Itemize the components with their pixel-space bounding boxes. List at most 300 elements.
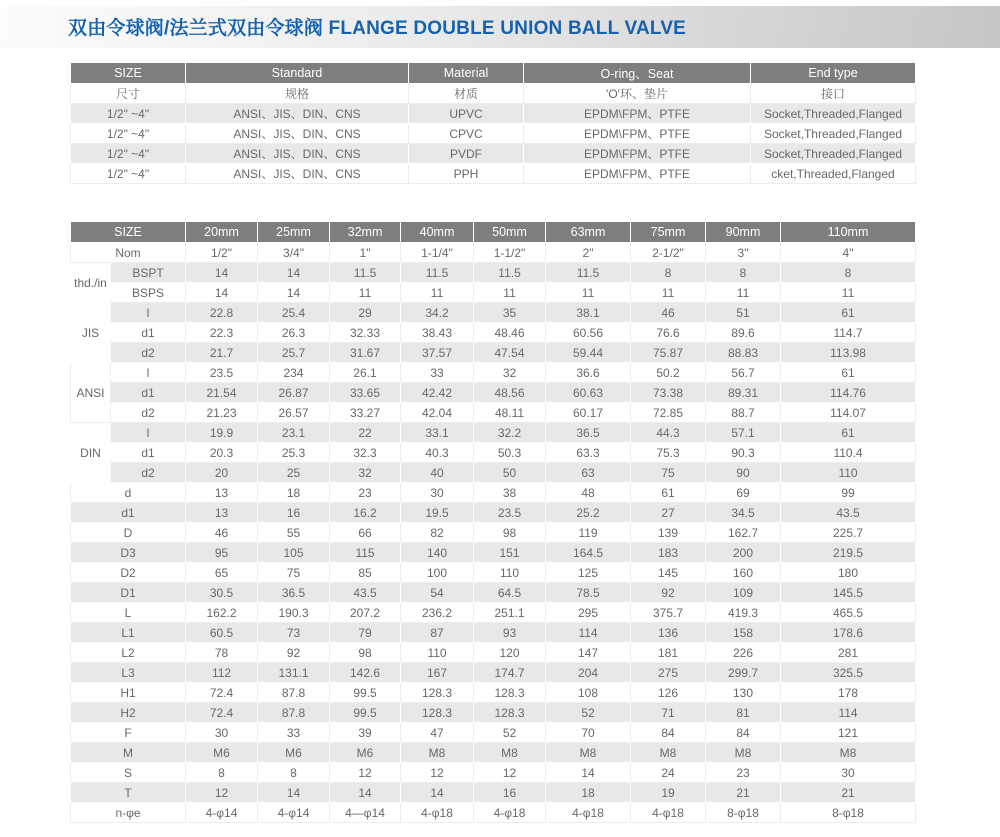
dim-header-row (71, 222, 916, 243)
dim-cell: 11 (330, 283, 401, 303)
dim-cell: 2" (546, 243, 631, 263)
dim-cell: 21 (706, 783, 781, 803)
dim-row-label: Nom (71, 243, 186, 263)
dim-cell: 36.5 (258, 583, 330, 603)
dim-cell: 465.5 (781, 603, 916, 623)
dim-row-label: S (71, 763, 186, 783)
dim-cell: 84 (631, 723, 706, 743)
dim-data-row (71, 643, 916, 663)
dim-cell: 167 (401, 663, 474, 683)
dim-cell: 63 (546, 463, 631, 483)
dim-cell: 50.2 (631, 363, 706, 383)
dim-cell: 12 (330, 763, 401, 783)
spec-cell: 1/2" ~4" (71, 164, 186, 184)
dim-cell: 11 (631, 283, 706, 303)
dim-cell: 61 (781, 303, 916, 323)
dim-cell: 29 (330, 303, 401, 323)
dim-cell: 14 (186, 283, 258, 303)
dim-cell: 1" (330, 243, 401, 263)
dim-cell: 71 (631, 703, 706, 723)
dim-cell: 114.76 (781, 383, 916, 403)
dim-cell: 33 (401, 363, 474, 383)
dim-cell: 26.57 (258, 403, 330, 423)
dim-cell: 119 (546, 523, 631, 543)
dim-cell: M8 (401, 743, 474, 763)
dim-cell: 162.2 (186, 603, 258, 623)
dim-cell: 128.3 (401, 683, 474, 703)
dim-cell: 114.7 (781, 323, 916, 343)
dim-cell: 11 (706, 283, 781, 303)
dim-cell: 164.5 (546, 543, 631, 563)
dim-row-label: BSPT (111, 263, 186, 283)
dim-cell: M8 (474, 743, 546, 763)
spec-header-row (71, 63, 916, 84)
dim-cell: 43.5 (330, 583, 401, 603)
dim-data-row (71, 583, 916, 603)
dim-cell: 60.5 (186, 623, 258, 643)
dim-cell: 419.3 (706, 603, 781, 623)
dim-cell: 25.2 (546, 503, 631, 523)
dim-cell: 40 (401, 463, 474, 483)
dim-cell: 34.5 (706, 503, 781, 523)
dim-cell: 50 (474, 463, 546, 483)
dim-cell: 38.43 (401, 323, 474, 343)
dim-row-label: M (71, 743, 186, 763)
dim-cell: 100 (401, 563, 474, 583)
dim-cell: 37.57 (401, 343, 474, 363)
dim-cell: 11 (474, 283, 546, 303)
dim-row-label: H1 (71, 683, 186, 703)
spec-data-row (71, 164, 916, 184)
dim-cell: 30 (401, 483, 474, 503)
spec-cell: UPVC (409, 104, 524, 124)
dim-cell: 18 (258, 483, 330, 503)
dim-cell: 110.4 (781, 443, 916, 463)
spec-column-header: End type (751, 63, 916, 84)
dim-data-row (71, 683, 916, 703)
dim-data-row (71, 523, 916, 543)
dim-cell: 55 (258, 523, 330, 543)
dim-cell: 207.2 (330, 603, 401, 623)
dim-cell: 128.3 (401, 703, 474, 723)
dim-data-row (71, 403, 916, 423)
dim-cell: 38 (474, 483, 546, 503)
dim-cell: 82 (401, 523, 474, 543)
dim-data-row (71, 703, 916, 723)
dim-cell: 12 (186, 783, 258, 803)
dim-cell: 32 (330, 463, 401, 483)
dim-cell: 13 (186, 483, 258, 503)
spec-cell: EPDM\FPM、PTFE (524, 124, 751, 144)
dim-cell: 113.98 (781, 343, 916, 363)
dim-cell: 99.5 (330, 703, 401, 723)
dim-cell: 27 (631, 503, 706, 523)
dim-cell: 72.4 (186, 683, 258, 703)
dim-cell: 234 (258, 363, 330, 383)
dim-cell: 174.7 (474, 663, 546, 683)
dim-cell: 180 (781, 563, 916, 583)
dim-data-row (71, 663, 916, 683)
spec-data-row (71, 104, 916, 124)
dim-cell: 64.5 (474, 583, 546, 603)
dim-data-row (71, 803, 916, 823)
dim-size-header: 90mm (706, 222, 781, 243)
dim-row-label: H2 (71, 703, 186, 723)
dim-size-header: 110mm (781, 222, 916, 243)
dim-cell: 1/2" (186, 243, 258, 263)
dim-cell: 87 (401, 623, 474, 643)
dim-cell: 99 (781, 483, 916, 503)
dim-cell: 79 (330, 623, 401, 643)
dim-cell: 52 (546, 703, 631, 723)
dim-row-label: d1 (111, 383, 186, 403)
dim-data-row (71, 303, 916, 323)
dim-data-row (71, 543, 916, 563)
spec-column-header: Material (409, 63, 524, 84)
dim-row-label: l (111, 423, 186, 443)
dim-data-row (71, 283, 916, 303)
dim-cell: 75 (258, 563, 330, 583)
dim-cell: 11.5 (330, 263, 401, 283)
dim-cell: 98 (330, 643, 401, 663)
dim-row-label: d2 (111, 403, 186, 423)
dim-cell: 16 (258, 503, 330, 523)
dim-cell: 76.6 (631, 323, 706, 343)
dim-cell: 26.87 (258, 383, 330, 403)
spec-cell: 1/2" ~4" (71, 144, 186, 164)
dimension-table (70, 221, 916, 823)
dim-size-header: 75mm (631, 222, 706, 243)
dim-group-label: ANSI (71, 363, 111, 423)
dim-cell: 4-φ14 (186, 803, 258, 823)
dim-cell: 48.56 (474, 383, 546, 403)
dim-cell: 33 (258, 723, 330, 743)
dim-row-label: n-φe (71, 803, 186, 823)
dim-cell: 295 (546, 603, 631, 623)
dim-data-row (71, 483, 916, 503)
dim-row-label: BSPS (111, 283, 186, 303)
spec-cell: 尺寸 (71, 84, 186, 104)
dim-row-label: d1 (111, 443, 186, 463)
dim-cell: 128.3 (474, 683, 546, 703)
dim-cell: 63.3 (546, 443, 631, 463)
dim-cell: 4" (781, 243, 916, 263)
dim-cell: 130 (706, 683, 781, 703)
dim-cell: 47.54 (474, 343, 546, 363)
dim-cell: 87.8 (258, 683, 330, 703)
dim-cell: 22.8 (186, 303, 258, 323)
dim-cell: 23.1 (258, 423, 330, 443)
dim-cell: 40.3 (401, 443, 474, 463)
dim-cell: 112 (186, 663, 258, 683)
dim-cell: 32.2 (474, 423, 546, 443)
dim-data-row (71, 783, 916, 803)
dim-cell: 375.7 (631, 603, 706, 623)
dim-cell: 54 (401, 583, 474, 603)
spec-cell: 规格 (186, 84, 409, 104)
dim-cell: 32.33 (330, 323, 401, 343)
dim-cell: 3/4" (258, 243, 330, 263)
dim-cell: 3" (706, 243, 781, 263)
dim-cell: 162.7 (706, 523, 781, 543)
dim-cell: 26.3 (258, 323, 330, 343)
dim-row-label: T (71, 783, 186, 803)
page-title: 双由令球阀/法兰式双由令球阀 FLANGE DOUBLE UNION BALL VALVE (68, 18, 687, 39)
dim-cell: 99.5 (330, 683, 401, 703)
spec-cell: CPVC (409, 124, 524, 144)
dim-cell: 11.5 (401, 263, 474, 283)
dim-cell: 8-φ18 (706, 803, 781, 823)
dim-cell: 32.3 (330, 443, 401, 463)
dim-cell: 25.7 (258, 343, 330, 363)
dim-cell: 11.5 (546, 263, 631, 283)
spec-table (70, 62, 916, 184)
dim-cell: 275 (631, 663, 706, 683)
dim-row-label: l (111, 303, 186, 323)
dim-data-row (71, 323, 916, 343)
dim-cell: 93 (474, 623, 546, 643)
dim-cell: 200 (706, 543, 781, 563)
spec-cell: ANSI、JIS、DIN、CNS (186, 144, 409, 164)
dim-data-row (71, 243, 916, 263)
dim-cell: 14 (546, 763, 631, 783)
dim-cell: 139 (631, 523, 706, 543)
dim-corner-header: SIZE (71, 222, 186, 243)
dim-cell: 21.54 (186, 383, 258, 403)
dim-cell: 33.1 (401, 423, 474, 443)
dim-cell: 25 (258, 463, 330, 483)
spec-subheader-row (71, 84, 916, 104)
dim-cell: 61 (781, 423, 916, 443)
spec-column-header: O-ring、Seat (524, 63, 751, 84)
dim-cell: 73 (258, 623, 330, 643)
dim-cell: 19.9 (186, 423, 258, 443)
dim-cell: 4-φ18 (401, 803, 474, 823)
dim-cell: 92 (631, 583, 706, 603)
dim-cell: 114.07 (781, 403, 916, 423)
dim-cell: M6 (330, 743, 401, 763)
dim-row-label: D (71, 523, 186, 543)
dim-cell: 31.67 (330, 343, 401, 363)
dim-cell: 11 (546, 283, 631, 303)
dim-row-label: d2 (111, 343, 186, 363)
dim-cell: 92 (258, 643, 330, 663)
dim-cell: 36.6 (546, 363, 631, 383)
dim-cell: 14 (401, 783, 474, 803)
dim-cell: 14 (258, 263, 330, 283)
dim-row-label: D2 (71, 563, 186, 583)
spec-column-header: SIZE (71, 63, 186, 84)
dim-cell: 16 (474, 783, 546, 803)
dim-cell: 183 (631, 543, 706, 563)
dim-cell: 1-1/2" (474, 243, 546, 263)
dim-cell: 204 (546, 663, 631, 683)
spec-cell: ANSI、JIS、DIN、CNS (186, 164, 409, 184)
dim-cell: 66 (330, 523, 401, 543)
dim-group-label: JIS (71, 303, 111, 363)
dim-cell: 21.7 (186, 343, 258, 363)
spec-cell: Socket,Threaded,Flanged (751, 104, 916, 124)
dim-row-label: L3 (71, 663, 186, 683)
dim-cell: 14 (258, 783, 330, 803)
dim-row-label: D1 (71, 583, 186, 603)
dim-data-row (71, 743, 916, 763)
dim-cell: 88.83 (706, 343, 781, 363)
dim-cell: 23.5 (474, 503, 546, 523)
dim-row-label: D3 (71, 543, 186, 563)
dim-data-row (71, 723, 916, 743)
dim-cell: 61 (631, 483, 706, 503)
dim-data-row (71, 383, 916, 403)
dim-cell: 78.5 (546, 583, 631, 603)
dim-cell: 142.6 (330, 663, 401, 683)
dim-cell: 20.3 (186, 443, 258, 463)
dim-cell: 25.4 (258, 303, 330, 323)
dim-cell: 65 (186, 563, 258, 583)
dim-cell: 75.3 (631, 443, 706, 463)
dim-cell: 4-φ18 (631, 803, 706, 823)
dim-cell: 12 (474, 763, 546, 783)
dim-cell: M8 (631, 743, 706, 763)
dim-cell: 51 (706, 303, 781, 323)
dim-cell: 181 (631, 643, 706, 663)
dim-cell: 90 (706, 463, 781, 483)
dim-cell: 88.7 (706, 403, 781, 423)
dim-cell: 36.5 (546, 423, 631, 443)
dim-cell: 21.23 (186, 403, 258, 423)
dim-cell: 4-φ18 (546, 803, 631, 823)
dim-cell: 59.44 (546, 343, 631, 363)
dim-cell: 23 (706, 763, 781, 783)
dim-data-row (71, 443, 916, 463)
dim-cell: 43.5 (781, 503, 916, 523)
dim-cell: 114 (546, 623, 631, 643)
dim-cell: 13 (186, 503, 258, 523)
dim-size-header: 20mm (186, 222, 258, 243)
dim-cell: M8 (546, 743, 631, 763)
dim-cell: 26.1 (330, 363, 401, 383)
dim-cell: 34.2 (401, 303, 474, 323)
dim-cell: 48.46 (474, 323, 546, 343)
dim-cell: 125 (546, 563, 631, 583)
spec-cell: PPH (409, 164, 524, 184)
spec-cell: 'O'环、垫片 (524, 84, 751, 104)
dim-cell: 60.56 (546, 323, 631, 343)
spec-cell: 接口 (751, 84, 916, 104)
spec-cell: EPDM\FPM、PTFE (524, 144, 751, 164)
title-band (0, 6, 1000, 48)
dim-cell: 108 (546, 683, 631, 703)
dim-cell: 178.6 (781, 623, 916, 643)
dim-cell: 1-1/4" (401, 243, 474, 263)
dim-row-label: F (71, 723, 186, 743)
dim-cell: 281 (781, 643, 916, 663)
dim-data-row (71, 763, 916, 783)
dim-cell: 236.2 (401, 603, 474, 623)
dim-cell: 23.5 (186, 363, 258, 383)
dim-cell: 56.7 (706, 363, 781, 383)
dim-row-label: l (111, 363, 186, 383)
dim-cell: 151 (474, 543, 546, 563)
dim-cell: 87.8 (258, 703, 330, 723)
dim-cell: 4—φ14 (330, 803, 401, 823)
dim-cell: 73.38 (631, 383, 706, 403)
dim-cell: 78 (186, 643, 258, 663)
dim-cell: 140 (401, 543, 474, 563)
dim-cell: M6 (258, 743, 330, 763)
dim-cell: 33.65 (330, 383, 401, 403)
dim-cell: 22 (330, 423, 401, 443)
spec-cell: 1/2" ~4" (71, 124, 186, 144)
spec-column-header: Standard (186, 63, 409, 84)
dim-data-row (71, 363, 916, 383)
dim-cell: 121 (781, 723, 916, 743)
dim-cell: 8 (186, 763, 258, 783)
dim-cell: 21 (781, 783, 916, 803)
dim-cell: 2-1/2" (631, 243, 706, 263)
dim-row-label: L (71, 603, 186, 623)
dim-cell: 11 (781, 283, 916, 303)
dim-data-row (71, 343, 916, 363)
dim-row-label: d1 (111, 323, 186, 343)
spec-cell: EPDM\FPM、PTFE (524, 164, 751, 184)
spec-cell: Socket,Threaded,Flanged (751, 124, 916, 144)
dim-cell: 38.1 (546, 303, 631, 323)
dim-cell: 325.5 (781, 663, 916, 683)
dim-cell: 95 (186, 543, 258, 563)
spec-cell: EPDM\FPM、PTFE (524, 104, 751, 124)
dim-cell: 128.3 (474, 703, 546, 723)
dim-cell: 81 (706, 703, 781, 723)
dim-row-label: L2 (71, 643, 186, 663)
dim-cell: 33.27 (330, 403, 401, 423)
dim-data-row (71, 263, 916, 283)
catalog-content (70, 62, 915, 823)
dim-cell: 20 (186, 463, 258, 483)
dim-cell: 105 (258, 543, 330, 563)
dim-cell: M8 (781, 743, 916, 763)
dim-cell: 190.3 (258, 603, 330, 623)
dim-data-row (71, 463, 916, 483)
dim-row-label: d1 (71, 503, 186, 523)
dim-cell: 69 (706, 483, 781, 503)
dim-cell: 50.3 (474, 443, 546, 463)
spec-cell: PVDF (409, 144, 524, 164)
spec-cell: ANSI、JIS、DIN、CNS (186, 104, 409, 124)
dim-cell: 61 (781, 363, 916, 383)
dim-cell: 57.1 (706, 423, 781, 443)
dim-cell: 60.63 (546, 383, 631, 403)
spec-cell: ANSI、JIS、DIN、CNS (186, 124, 409, 144)
spec-data-row (71, 144, 916, 164)
dim-group-label: thd./in (71, 263, 111, 303)
dim-cell: 75.87 (631, 343, 706, 363)
dim-cell: 89.6 (706, 323, 781, 343)
dim-cell: 8 (781, 263, 916, 283)
dim-cell: 8 (706, 263, 781, 283)
spec-cell: Socket,Threaded,Flanged (751, 144, 916, 164)
dim-cell: 72.4 (186, 703, 258, 723)
dim-cell: 8 (631, 263, 706, 283)
dim-cell: 85 (330, 563, 401, 583)
dim-size-header: 50mm (474, 222, 546, 243)
dim-cell: 30 (186, 723, 258, 743)
dim-cell: 72.85 (631, 403, 706, 423)
dim-cell: 131.1 (258, 663, 330, 683)
dim-cell: 251.1 (474, 603, 546, 623)
dim-cell: 52 (474, 723, 546, 743)
dim-cell: 32 (474, 363, 546, 383)
